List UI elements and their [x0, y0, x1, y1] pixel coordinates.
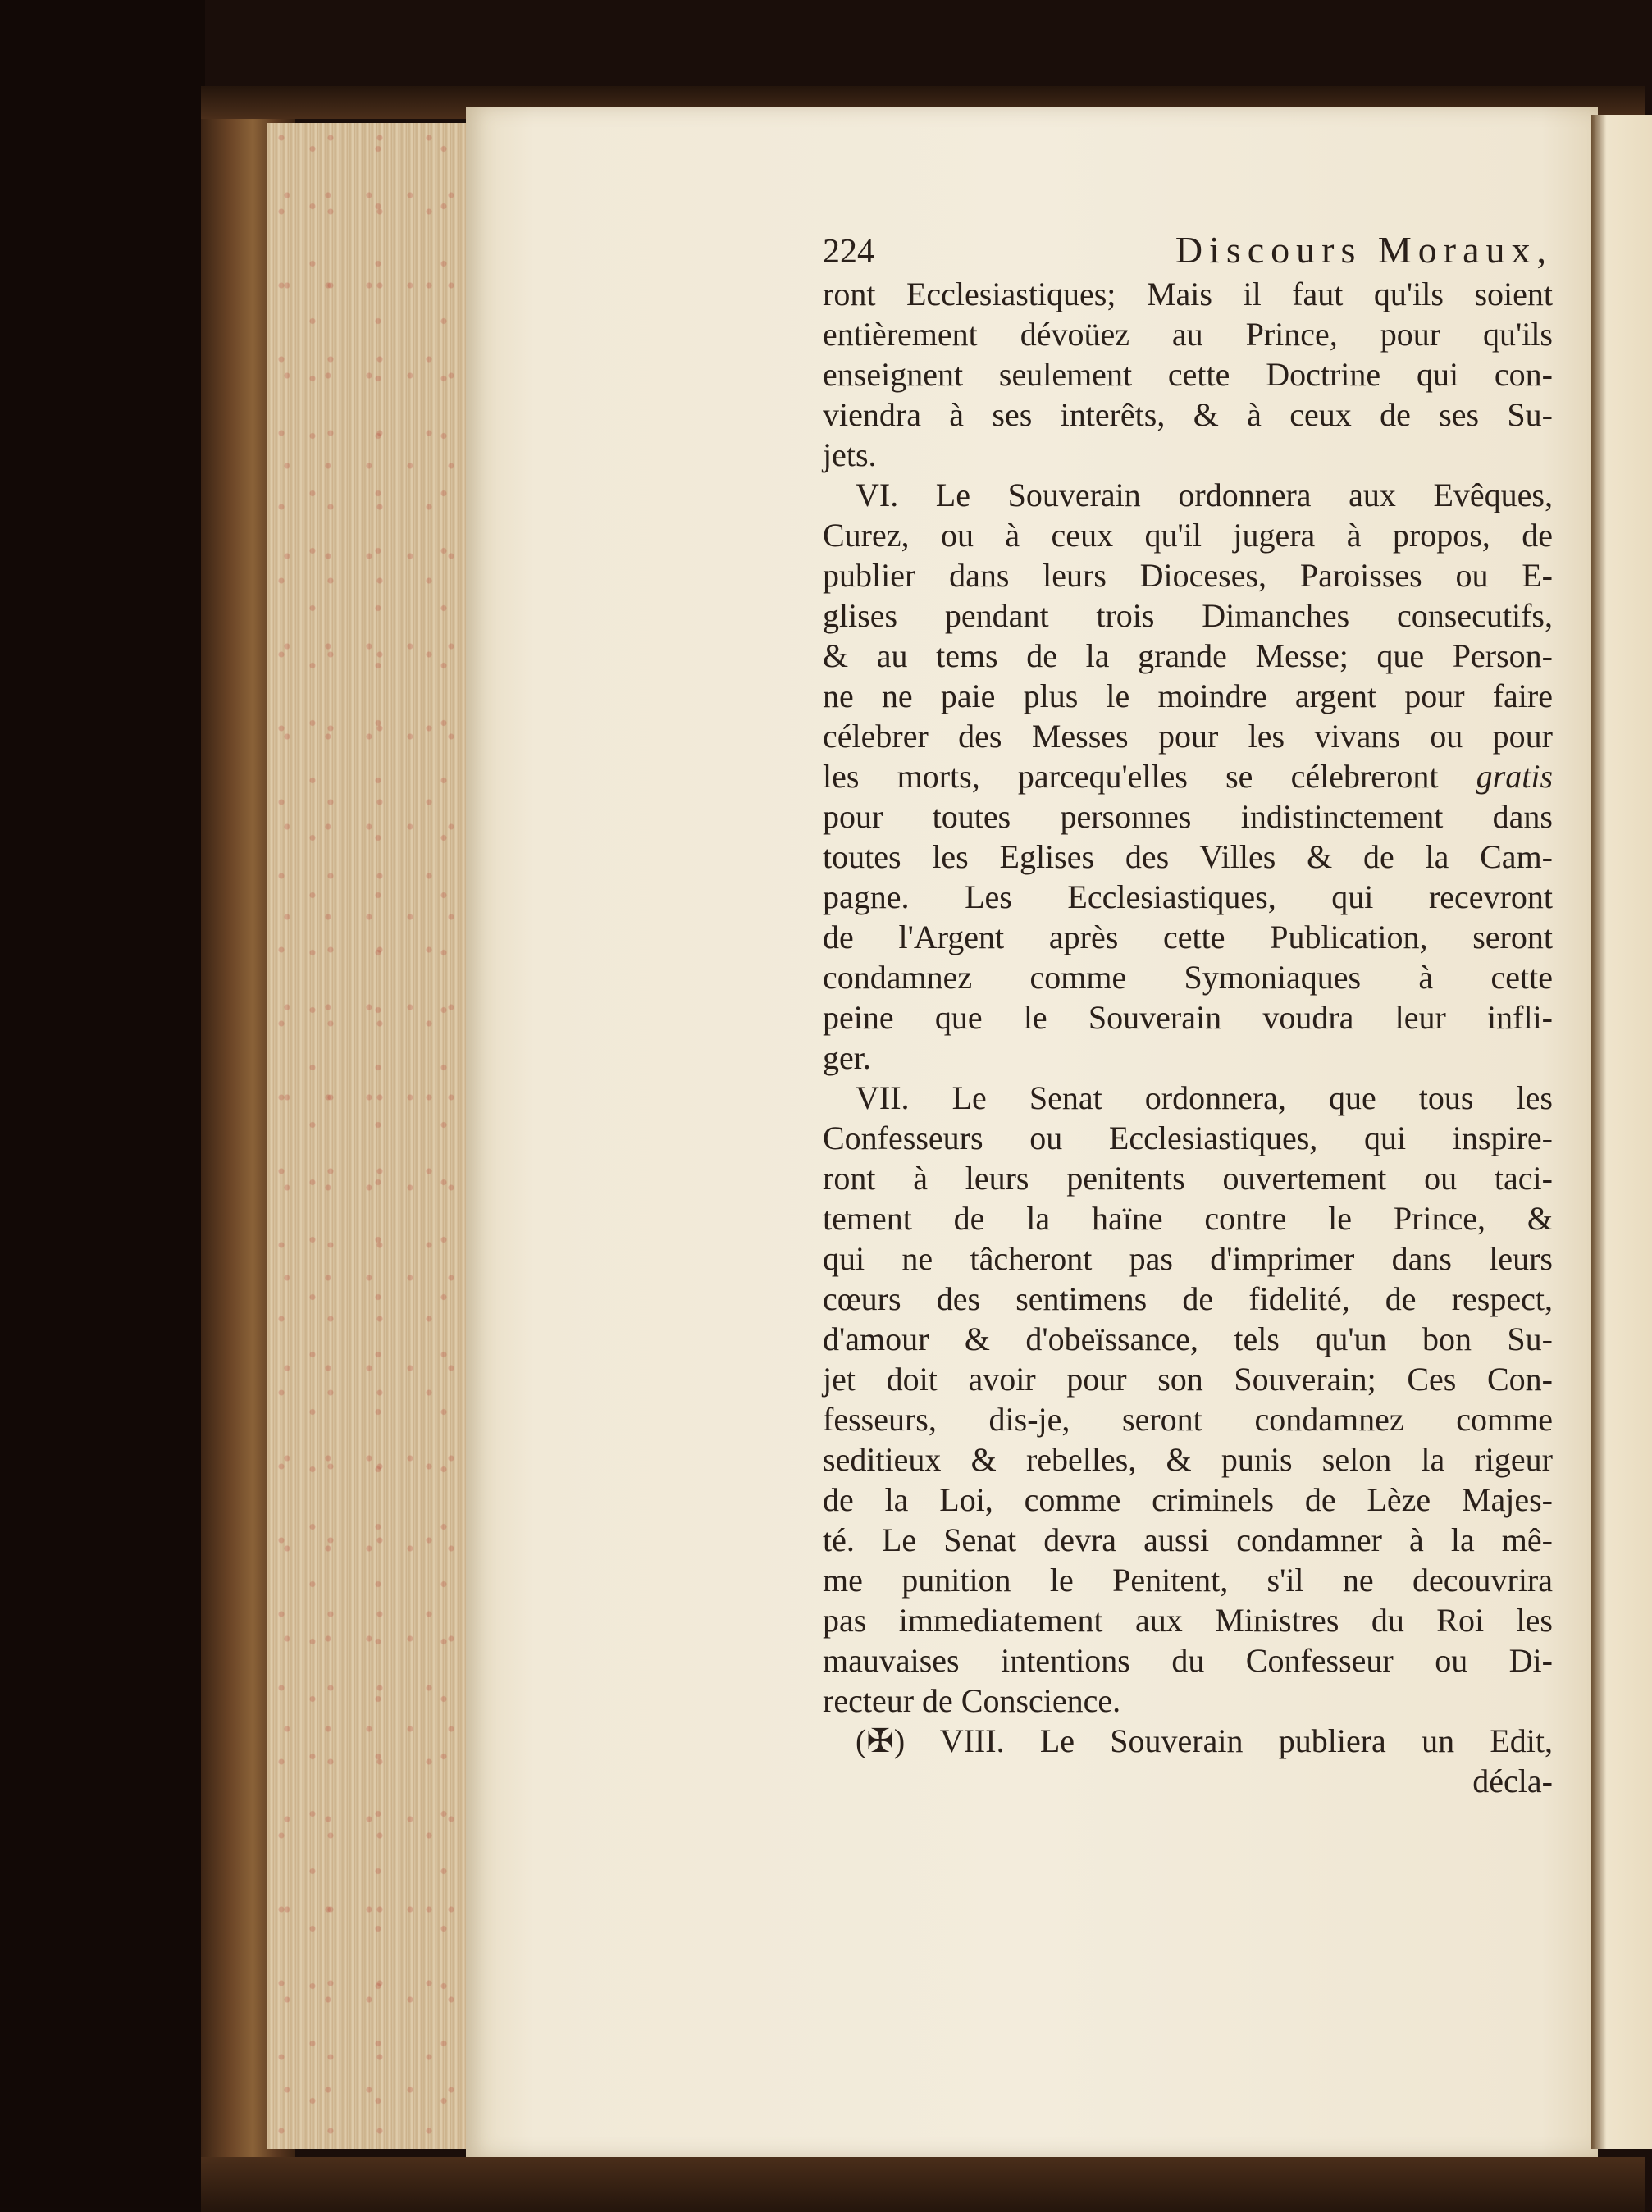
- text-segment: les morts, parcequ'elles se célebreront: [823, 758, 1439, 795]
- text-line: me punition le Penitent, s'il ne decouvrira: [823, 1562, 1553, 1599]
- text-line: condamnez comme Symoniaques à cette: [823, 959, 1553, 996]
- text-line: recteur de Conscience.: [823, 1682, 1121, 1719]
- catchword: décla-: [1472, 1763, 1553, 1799]
- text-line: viendra à ses interêts, & à ceux de ses Su-: [823, 396, 1553, 433]
- text-line: d'amour & d'obeïssance, tels qu'un bon Su-: [823, 1320, 1553, 1357]
- text-line: entièrement dévoüez au Prince, pour qu'ils: [823, 316, 1553, 353]
- text-line: Confesseurs ou Ecclesiastiques, qui inspire-: [823, 1120, 1553, 1156]
- text-line: célebrer des Messes pour les vivans ou pour: [823, 718, 1553, 755]
- text-line: pagne. Les Ecclesiastiques, qui recevront: [823, 878, 1553, 915]
- text-line: seditieux & rebelles, & punis selon la rigeur: [823, 1441, 1553, 1478]
- text-line: enseignent seulement cette Doctrine qui con-: [823, 356, 1553, 393]
- facing-page-edge: [1591, 115, 1652, 2149]
- text-line: ront Ecclesiastiques; Mais il faut qu'ils soient: [823, 276, 1553, 312]
- text-line: & au tems de la grande Messe; que Person-: [823, 637, 1553, 674]
- text-line: de la Loi, comme criminels de Lèze Majes-: [823, 1481, 1553, 1518]
- text-line: toutes les Eglises des Villes & de la Cam-: [823, 838, 1553, 875]
- running-title: Discours Moraux,: [1175, 229, 1553, 271]
- text-line: pas immediatement aux Ministres du Roi les: [823, 1602, 1553, 1639]
- article-vi-start: VI. Le Souverain ordonnera aux Evêques,: [856, 477, 1553, 513]
- text-segment: VIII. Le Souverain publiera un Edit,: [939, 1722, 1554, 1759]
- dark-background: [0, 0, 205, 2212]
- text-line: mauvaises intentions du Confesseur ou Di-: [823, 1642, 1553, 1679]
- text-line: fesseurs, dis-je, seront condamnez comme: [823, 1401, 1553, 1438]
- page-number: 224: [823, 233, 874, 271]
- book-cover-bottom: [201, 2157, 1645, 2212]
- text-line: jets.: [823, 436, 877, 473]
- text-line: jet doit avoir pour son Souverain; Ces Con-: [823, 1361, 1553, 1398]
- text-line: de l'Argent après cette Publication, seront: [823, 919, 1553, 955]
- page-text: [823, 230, 1553, 1801]
- text-line: té. Le Senat devra aussi condamner à la mê-: [823, 1521, 1553, 1558]
- page-edges-speckle: [267, 123, 468, 2149]
- article-vii-start: VII. Le Senat ordonnera, que tous les: [856, 1079, 1553, 1116]
- running-header: [823, 230, 1553, 272]
- text-line: qui ne tâcheront pas d'imprimer dans leurs: [823, 1240, 1553, 1277]
- article-viii-start: [823, 1721, 1553, 1761]
- text-line: publier dans leurs Dioceses, Paroisses ou E-: [823, 557, 1553, 594]
- text-line: ger.: [823, 1039, 871, 1076]
- text-line: pour toutes personnes indistinctement dans: [823, 798, 1553, 835]
- text-line: peine que le Souverain voudra leur infli-: [823, 999, 1553, 1036]
- text-line: cœurs des sentimens de fidelité, de respect,: [823, 1280, 1553, 1317]
- text-line: ront à leurs penitents ouvertement ou taci-: [823, 1160, 1553, 1197]
- text-line: tement de la haïne contre le Prince, &: [823, 1200, 1553, 1237]
- cross-marker: (✠): [856, 1722, 906, 1759]
- text-line: glises pendant trois Dimanches consecutifs,: [823, 597, 1553, 634]
- text-line-with-italic: [823, 756, 1553, 796]
- text-line: ne ne paie plus le moindre argent pour faire: [823, 677, 1553, 714]
- italic-word: gratis: [1476, 758, 1554, 795]
- text-line: Curez, ou à ceux qu'il jugera à propos, de: [823, 517, 1553, 554]
